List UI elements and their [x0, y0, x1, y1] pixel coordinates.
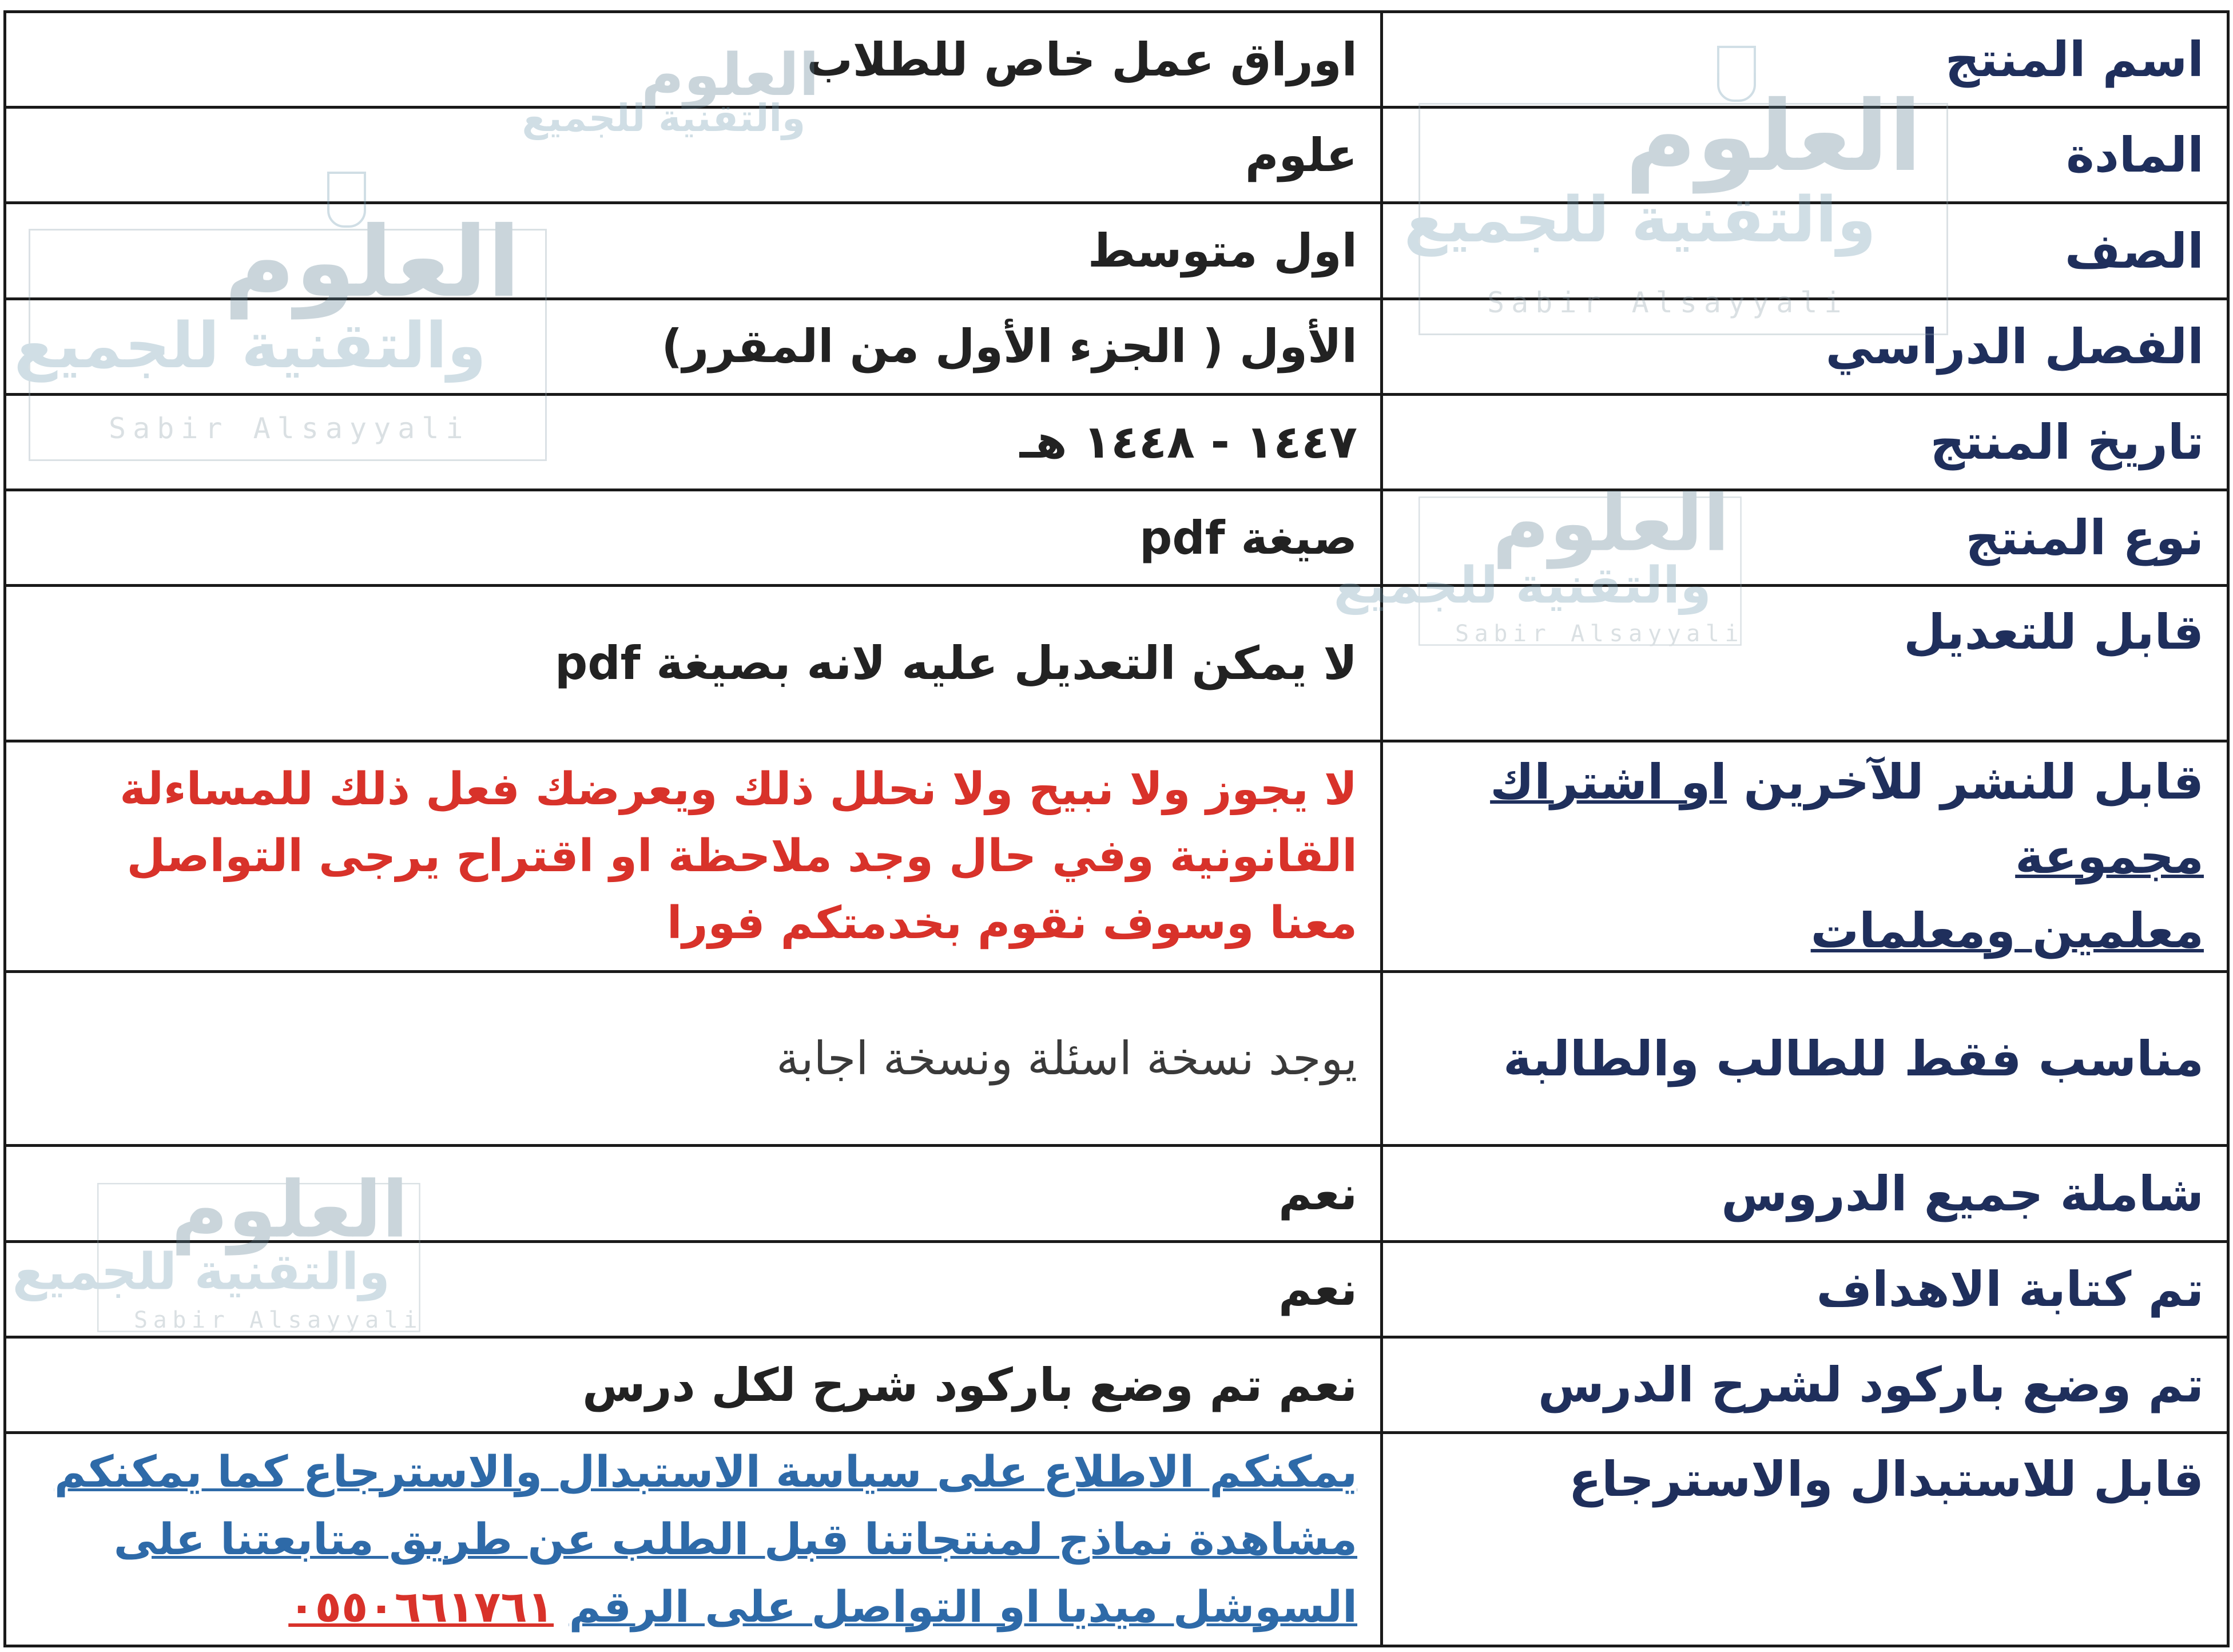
- watermark-title: العلوم: [1492, 478, 1730, 569]
- product-spec-table: [3, 10, 2230, 1647]
- table-row: [5, 203, 2228, 299]
- table-row: [5, 12, 2228, 108]
- row-label: تاريخ المنتج: [1382, 394, 2228, 490]
- row-label: شاملة جميع الدروس: [1382, 1146, 2228, 1241]
- row-label: [1382, 741, 2228, 972]
- phone-number[interactable]: ٠٥٥٠٦٦١٧٦١: [288, 1580, 554, 1632]
- row-value: اوراق عمل خاص للطلاب: [5, 12, 1382, 108]
- table-row: [5, 490, 2228, 586]
- row-value: الأول ( الجزء الأول من المقرر): [5, 299, 1382, 394]
- teachers-link[interactable]: معلمين ومعلمات: [1810, 903, 2204, 959]
- table-row: [5, 741, 2228, 972]
- table-row: [5, 394, 2228, 490]
- row-value: نعم: [5, 1241, 1382, 1337]
- format-label: pdf: [1139, 511, 1225, 565]
- table-row: [5, 1146, 2228, 1241]
- watermark-credit: Sabir Alsayyali: [1487, 286, 1849, 319]
- row-label: الصف: [1382, 203, 2228, 299]
- label-text: قابل للنشر للآخرين: [1743, 753, 2204, 810]
- row-value: يوجد نسخة اسئلة ونسخة اجابة: [5, 972, 1382, 1146]
- watermark-subtitle: والتقنية للجميع: [12, 1242, 390, 1301]
- row-label: قابل للاستبدال والاسترجاع: [1382, 1433, 2228, 1646]
- row-label: الفصل الدراسي: [1382, 299, 2228, 394]
- watermark-subtitle: والتقنية للجميع: [14, 309, 486, 382]
- row-value: اول متوسط: [5, 203, 1382, 299]
- value-text: صيغة: [1241, 511, 1357, 565]
- watermark-subtitle: والتقنية للجميع: [522, 96, 805, 140]
- watermark-title: العلوم: [224, 206, 520, 319]
- table-row: [5, 972, 2228, 1146]
- watermark-title: العلوم: [641, 41, 819, 109]
- table-row: [5, 1433, 2228, 1646]
- return-policy: [5, 1433, 1382, 1646]
- row-value: نعم تم وضع باركود شرح لكل درس: [5, 1337, 1382, 1432]
- value-text: لا يمكن التعديل عليه لانه بصيغة: [656, 637, 1357, 690]
- row-label: المادة: [1382, 108, 2228, 203]
- watermark-credit: Sabir Alsayyali: [1455, 620, 1745, 647]
- row-label: تم وضع باركود لشرح الدرس: [1382, 1337, 2228, 1432]
- row-label: اسم المنتج: [1382, 12, 2228, 108]
- watermark-title: العلوم: [1625, 80, 1922, 193]
- watermark-credit: Sabir Alsayyali: [134, 1306, 423, 1333]
- share-group-link[interactable]: او اشتراك مجموعة: [1490, 753, 2204, 885]
- table-row: [5, 586, 2228, 741]
- watermark-title: العلوم: [171, 1165, 408, 1256]
- row-value: [5, 490, 1382, 586]
- table-row: [5, 1337, 2228, 1432]
- format-label: pdf: [555, 637, 641, 690]
- row-value: نعم: [5, 1146, 1382, 1241]
- table-row: [5, 299, 2228, 394]
- table-row: [5, 108, 2228, 203]
- table-row: [5, 1241, 2228, 1337]
- row-label: تم كتابة الاهداف: [1382, 1241, 2228, 1337]
- row-value: علوم: [5, 108, 1382, 203]
- row-value: [5, 586, 1382, 741]
- policy-link[interactable]: يمكنكم الاطلاع على سياسة الاستبدال والاسترجاع كما يمكنكم مشاهدة نماذج لمنتجاتنا قبل الطلب عن طريق متابعتنا على السوشل ميديا او التواصل على الرقم: [54, 1446, 1357, 1632]
- row-label: نوع المنتج: [1382, 490, 2228, 586]
- row-label: مناسب فقط للطالب والطالبة: [1382, 972, 2228, 1146]
- watermark-subtitle: والتقنية للجميع: [1404, 183, 1876, 256]
- row-value: ١٤٤٧ - ١٤٤٨ هـ: [5, 394, 1382, 490]
- watermark-credit: Sabir Alsayyali: [109, 412, 470, 445]
- legal-notice: لا يجوز ولا نبيح ولا نحلل ذلك ويعرضك فعل ذلك للمساءلة القانونية وفي حال وجد ملاحظة او اقتراح يرجى التواصل معنا وسوف نقوم بخدمتكم فورا: [5, 741, 1382, 972]
- watermark-subtitle: والتقنية للجميع: [1333, 556, 1711, 615]
- row-label: قابل للتعديل: [1382, 586, 2228, 741]
